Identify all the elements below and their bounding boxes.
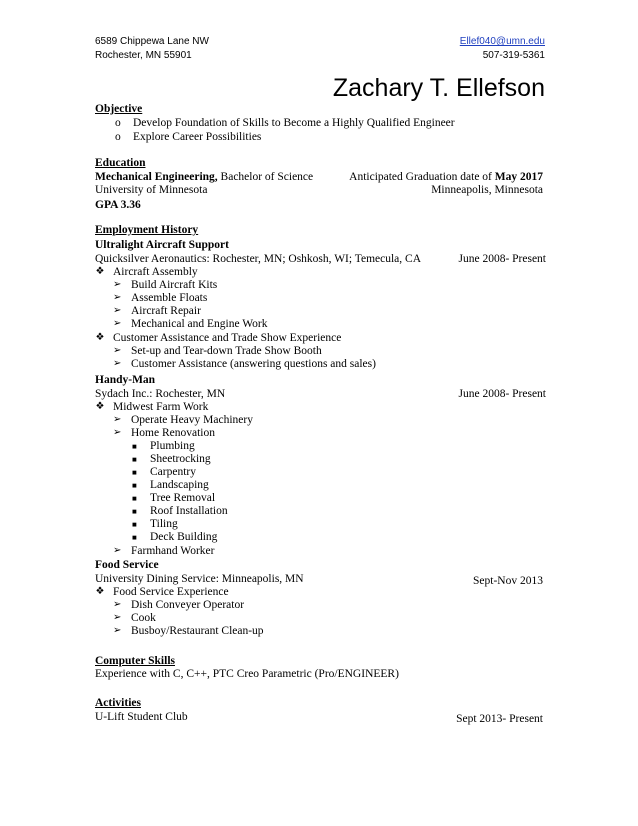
graduation-date: [349, 171, 543, 184]
skills-heading: Computer Skills: [95, 655, 175, 667]
job-task: Dish Conveyer Operator: [131, 599, 245, 611]
job-task: Aircraft Repair: [131, 305, 201, 317]
objective-heading: Objective: [95, 103, 143, 115]
square-bullet-icon: ■: [132, 520, 137, 529]
job-dates: June 2008- Present: [458, 253, 546, 265]
arrow-bullet-icon: ➢: [113, 545, 122, 556]
gpa: GPA 3.36: [95, 199, 141, 211]
skills-text: Experience with C, C++, PTC Creo Parametric (Pro/ENGINEER): [95, 668, 399, 680]
graduation-date-value: May 2017: [494, 171, 543, 183]
job-task: Busboy/Restaurant Clean-up: [131, 625, 264, 637]
activity-item: U-Lift Student Club: [95, 711, 188, 723]
square-bullet-icon: ■: [132, 481, 137, 490]
square-bullet-icon: ■: [132, 494, 137, 503]
job-title: Food Service: [95, 559, 159, 571]
arrow-bullet-icon: ➢: [113, 345, 122, 356]
square-bullet-icon: ■: [132, 455, 137, 464]
arrow-bullet-icon: ➢: [113, 279, 122, 290]
arrow-bullet-icon: ➢: [113, 427, 122, 438]
education-heading: Education: [95, 157, 146, 169]
job-task: Cook: [131, 612, 156, 624]
renovation-task: Deck Building: [150, 531, 218, 543]
objective-item: Develop Foundation of Skills to Become a Highly Qualified Engineer: [133, 117, 455, 129]
degree-major: Mechanical Engineering,: [95, 171, 218, 183]
objective-item: Explore Career Possibilities: [133, 131, 262, 143]
arrow-bullet-icon: ➢: [113, 625, 122, 636]
job-employer: University Dining Service: Minneapolis, MN: [95, 573, 304, 585]
arrow-bullet-icon: ➢: [113, 612, 122, 623]
activities-heading: Activities: [95, 697, 141, 709]
job-task: Home Renovation: [131, 427, 215, 439]
applicant-name: Zachary T. Ellefson: [332, 74, 545, 102]
job-task: Farmhand Worker: [131, 545, 215, 557]
square-bullet-icon: ■: [132, 442, 137, 451]
job-dates: Sept-Nov 2013: [473, 575, 543, 587]
diamond-bullet-icon: ❖: [95, 332, 105, 343]
job-title: Ultralight Aircraft Support: [95, 239, 229, 251]
degree-type: Bachelor of Science: [217, 171, 314, 183]
objective-bullet-icon: o: [115, 117, 121, 129]
job-task: Mechanical and Engine Work: [131, 318, 268, 330]
job-task: Customer Assistance (answering questions and sales): [131, 358, 376, 370]
degree: [95, 171, 313, 184]
employment-heading: Employment History: [95, 224, 199, 236]
renovation-task: Tiling: [150, 518, 178, 530]
renovation-task: Landscaping: [150, 479, 209, 491]
job-task: Assemble Floats: [131, 292, 208, 304]
activity-dates: Sept 2013- Present: [456, 713, 543, 725]
job-employer: Quicksilver Aeronautics: Rochester, MN; Oshkosh, WI; Temecula, CA: [95, 253, 421, 265]
square-bullet-icon: ■: [132, 507, 137, 516]
job-dates: June 2008- Present: [458, 388, 546, 400]
job-title: Handy-Man: [95, 374, 156, 386]
renovation-task: Carpentry: [150, 466, 196, 478]
square-bullet-icon: ■: [132, 533, 137, 542]
arrow-bullet-icon: ➢: [113, 358, 122, 369]
renovation-task: Tree Removal: [150, 492, 216, 504]
address-line-2: Rochester, MN 55901: [95, 50, 192, 61]
square-bullet-icon: ■: [132, 468, 137, 477]
phone-number: 507-319-5361: [482, 50, 545, 61]
objective-bullet-icon: o: [115, 131, 121, 143]
renovation-task: Plumbing: [150, 440, 195, 452]
diamond-bullet-icon: ❖: [95, 401, 105, 412]
renovation-task: Sheetrocking: [150, 453, 211, 465]
graduation-prefix: Anticipated Graduation date of: [349, 171, 495, 183]
arrow-bullet-icon: ➢: [113, 292, 122, 303]
email-link[interactable]: Ellef040@umn.edu: [459, 36, 545, 47]
job-employer: Sydach Inc.: Rochester, MN: [95, 388, 226, 400]
diamond-bullet-icon: ❖: [95, 266, 105, 277]
school-location: Minneapolis, Minnesota: [431, 184, 543, 196]
job-task: Operate Heavy Machinery: [131, 414, 253, 426]
job-group-label: Midwest Farm Work: [113, 401, 209, 413]
renovation-task: Roof Installation: [150, 505, 228, 517]
job-task: Build Aircraft Kits: [131, 279, 218, 291]
arrow-bullet-icon: ➢: [113, 414, 122, 425]
job-group-label: Food Service Experience: [113, 586, 229, 598]
job-group-label: Aircraft Assembly: [113, 266, 198, 278]
arrow-bullet-icon: ➢: [113, 318, 122, 329]
diamond-bullet-icon: ❖: [95, 586, 105, 597]
job-group-label: Customer Assistance and Trade Show Experience: [113, 332, 342, 344]
school-name: University of Minnesota: [95, 184, 208, 196]
job-task: Set-up and Tear-down Trade Show Booth: [131, 345, 322, 357]
arrow-bullet-icon: ➢: [113, 599, 122, 610]
arrow-bullet-icon: ➢: [113, 305, 122, 316]
address-line-1: 6589 Chippewa Lane NW: [95, 36, 209, 47]
